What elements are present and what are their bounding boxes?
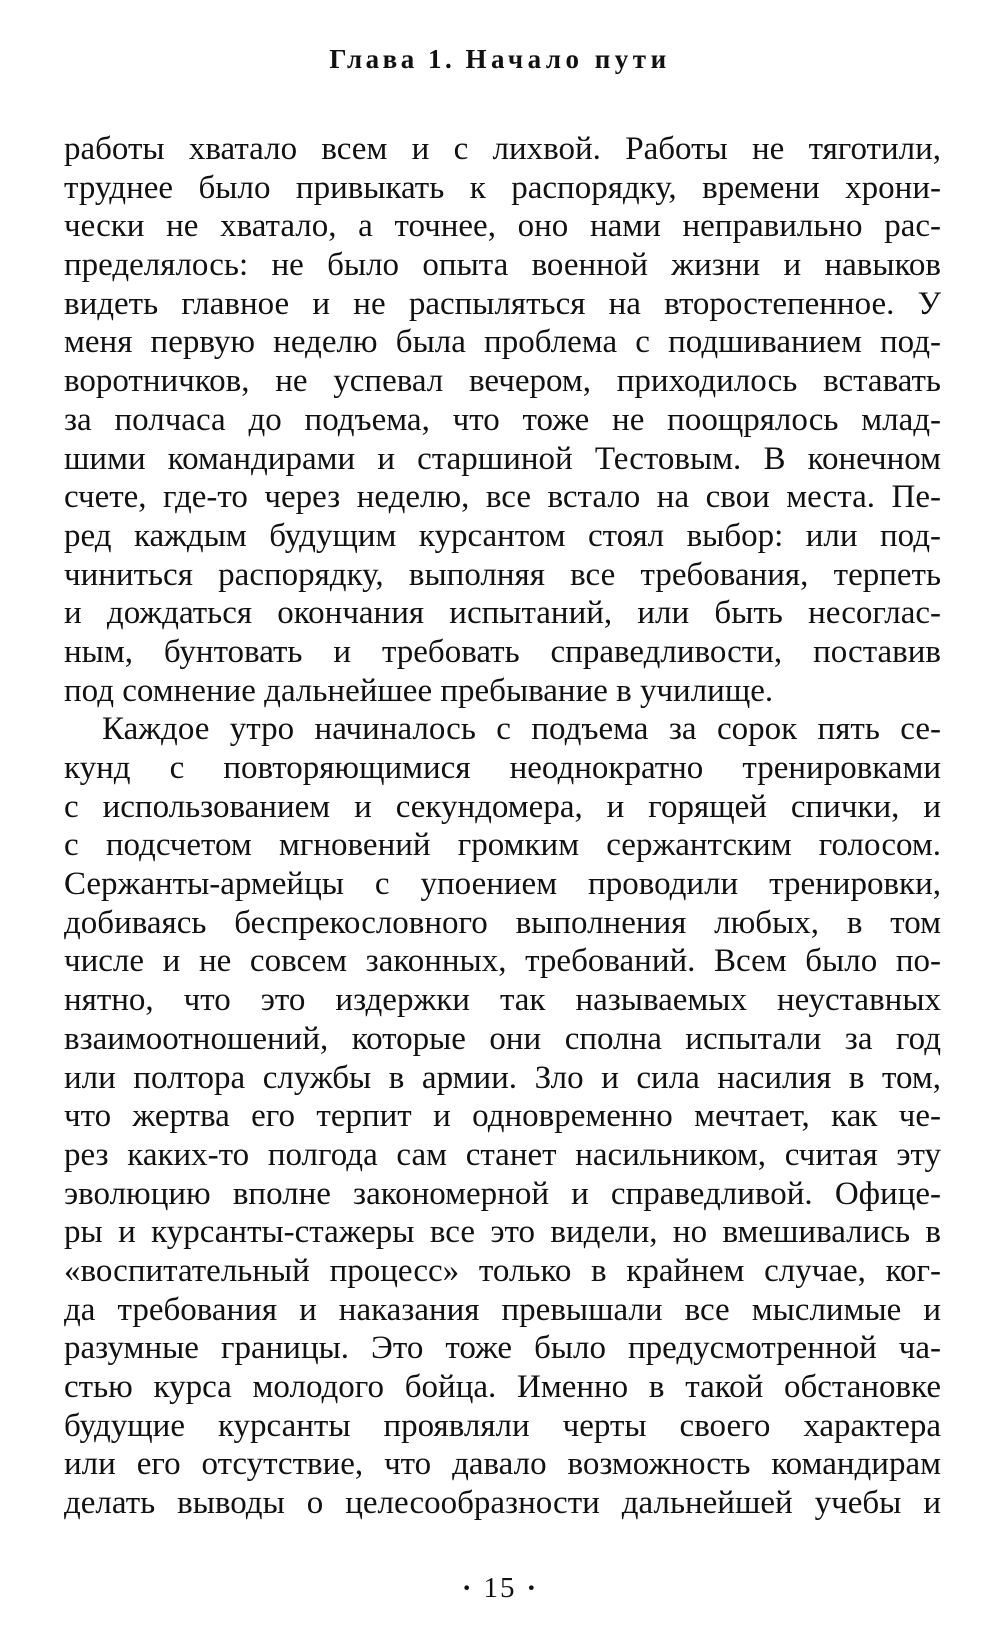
text-line: за полчаса до подъема, что тоже не поощрялось млад- bbox=[64, 401, 941, 438]
text-line: эволюцию вполне закономерной и справедливой. Офице- bbox=[64, 1175, 941, 1212]
text-line: числе и не совсем законных, требований. Всем было по- bbox=[64, 943, 941, 980]
text-line: пределялось: не было опыта военной жизни и навыков bbox=[64, 247, 941, 284]
text-line: чески не хватало, а точнее, оно нами неправильно рас- bbox=[64, 208, 941, 245]
text-line: «воспитательный процесс» только в крайнем случае, ког- bbox=[64, 1252, 941, 1289]
text-line: воротничков, не успевал вечером, приходилось вставать bbox=[64, 363, 941, 400]
page-number bbox=[0, 1572, 1000, 1605]
text-line: ным, бунтовать и требовать справедливости, поставив bbox=[64, 633, 941, 670]
chapter-title: Начало пути bbox=[465, 44, 671, 74]
body-text bbox=[64, 130, 941, 1523]
text-line: будущие курсанты проявляли черты своего характера bbox=[64, 1407, 941, 1444]
page-number-dot-right-icon: · bbox=[526, 1572, 539, 1604]
page-number-value: 15 bbox=[483, 1572, 517, 1604]
text-line: добиваясь беспрекословного выполнения любых, в том bbox=[64, 904, 941, 941]
text-line: и дождаться окончания испытаний, или быть несоглас- bbox=[64, 595, 941, 632]
text-line: с использованием и секундомера, и горящей спички, и bbox=[64, 788, 941, 825]
text-line: Сержанты-армейцы с упоением проводили тренировки, bbox=[64, 866, 941, 903]
text-line: разумные границы. Это тоже было предусмотренной ча- bbox=[64, 1330, 941, 1367]
text-line: стью курса молодого бойца. Именно в такой обстановке bbox=[64, 1369, 941, 1405]
text-line: с подсчетом мгновений громким сержантским голосом. bbox=[64, 827, 941, 864]
paragraph bbox=[64, 710, 941, 1522]
text-line: чиниться распорядку, выполняя все требования, терпеть bbox=[64, 556, 941, 593]
chapter-number: Глава 1. bbox=[329, 44, 456, 74]
text-line: делать выводы о целесообразности дальнейшей учебы и bbox=[64, 1485, 941, 1522]
text-line: или его отсутствие, что давало возможность командирам bbox=[64, 1446, 941, 1483]
text-line: да требования и наказания превышали все мыслимые и bbox=[64, 1291, 941, 1328]
text-line: труднее было привыкать к распорядку, времени хрони- bbox=[64, 169, 941, 206]
text-line: видеть главное и не распыляться на второстепенное. У bbox=[64, 285, 941, 322]
text-line: Каждое утро начиналось с подъема за сорок пять се- bbox=[102, 711, 941, 748]
text-line: взаимоотношений, которые они сполна испытали за год bbox=[64, 1020, 941, 1057]
text-line: нятно, что это издержки так называемых неуставных bbox=[64, 982, 941, 1019]
text-line: счете, где-то через неделю, все встало на свои места. Пе- bbox=[64, 479, 941, 516]
text-line: ред каждым будущим курсантом стоял выбор: или под- bbox=[64, 517, 941, 554]
text-line: меня первую неделю была проблема с подшиванием под- bbox=[64, 324, 941, 361]
text-line: шими командирами и старшиной Тестовым. В конечном bbox=[64, 440, 941, 477]
text-line: под сомнение дальнейшее пребывание в училище. bbox=[64, 672, 774, 709]
text-line: кунд с повторяющимися неоднократно тренировками bbox=[64, 750, 941, 786]
text-line: рез каких-то полгода сам станет насильником, считая эту bbox=[64, 1136, 941, 1173]
page-number-dot-left-icon: · bbox=[461, 1572, 474, 1604]
text-line: ры и курсанты-стажеры все это видели, но вмешивались в bbox=[64, 1214, 941, 1251]
paragraph bbox=[64, 130, 941, 710]
text-line: работы хватало всем и с лихвой. Работы не тяготили, bbox=[64, 131, 941, 167]
text-line: или полтора службы в армии. Зло и сила насилия в том, bbox=[64, 1059, 941, 1096]
running-header bbox=[0, 44, 1000, 75]
text-line: что жертва его терпит и одновременно мечтает, как че- bbox=[64, 1098, 941, 1135]
